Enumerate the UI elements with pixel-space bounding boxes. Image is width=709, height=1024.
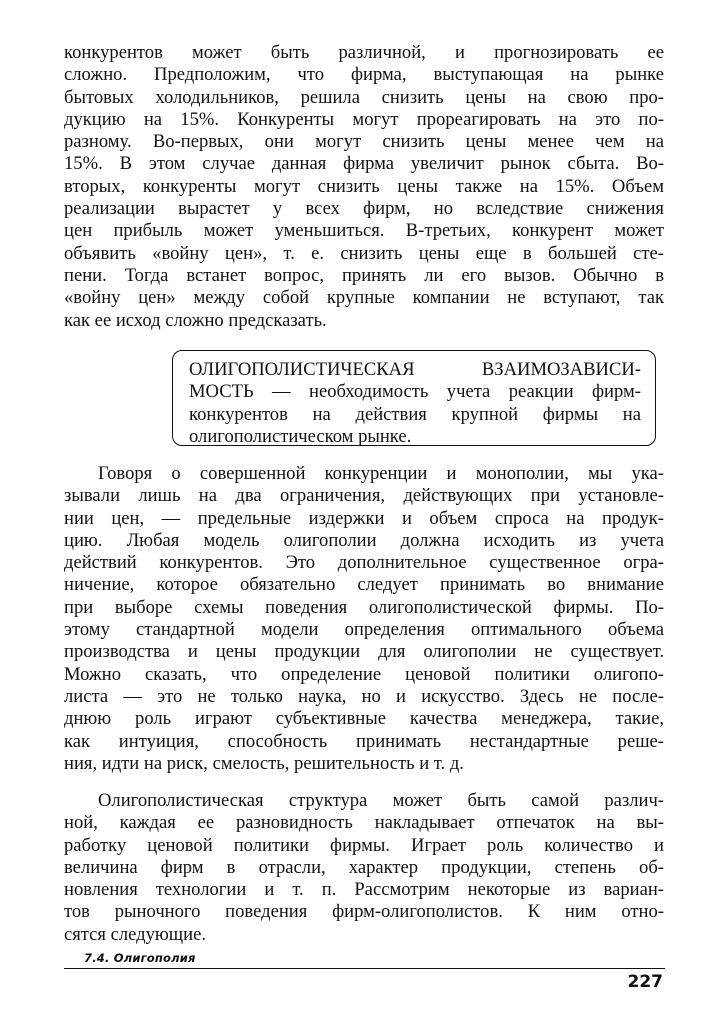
- paragraph-competitor-reactions: [64, 42, 664, 332]
- text-line: пени. Тогда встанет вопрос, принять ли его вызов. Обычно в: [64, 264, 664, 286]
- text-line: днюю роль играют субъективные качества менеджера, такие,: [64, 708, 664, 730]
- text-line: дукцию на 15%. Конкуренты могут прореагировать на это по-: [64, 108, 664, 130]
- footer-divider: [64, 968, 665, 969]
- text-line: Олигополистическая структура может быть самой различ-: [98, 790, 664, 811]
- text-line: цию. Любая модель олигополии должна исходить из учета: [64, 529, 664, 551]
- page-number: 227: [627, 972, 663, 992]
- text-line: производства и цены продукции для олигополии не существует.: [64, 641, 664, 663]
- text-line: 15%. В этом случае данная фирма увеличит рынок сбыта. Во-: [64, 153, 664, 175]
- definition-box-oligopolistic-interdependence: [172, 350, 656, 446]
- text-line: величина фирм в отрасли, характер продукции, степень об-: [64, 856, 664, 878]
- text-line: сложно. Предположим, что фирма, выступающая на рынке: [64, 64, 664, 86]
- text-line: ничение, которое обязательно следует принимать во внимание: [64, 574, 664, 596]
- text-line: бытовых холодильников, решила снизить цены на свою про-: [64, 86, 664, 108]
- text-line: как интуиция, способность принимать нестандартные реше-: [64, 730, 664, 752]
- paragraph-oligopoly-model: [64, 463, 664, 775]
- text-line: тов рыночного поведения фирм-олигополистов. К ним отно-: [64, 901, 664, 923]
- text-line: этому стандартной модели определения оптимального объема: [64, 619, 664, 641]
- text-line: реализации вырастет у всех фирм, но вследствие снижения: [64, 198, 664, 220]
- text-line: при выборе схемы поведения олигополистической фирмы. По-: [64, 596, 664, 618]
- text-line: конкурентов может быть различной, и прогнозировать ее: [64, 42, 664, 63]
- paragraph-oligopoly-structure: [64, 790, 664, 946]
- definition-line: олигополистическом рынке.: [189, 425, 412, 447]
- text-line: работку ценовой политики фирмы. Играет роль количество и: [64, 834, 664, 856]
- text-line: зывали лишь на два ограничения, действующих при установле-: [64, 485, 664, 507]
- definition-line: конкурентов на действия крупной фирмы на: [189, 403, 641, 425]
- text-line: Говоря о совершенной конкуренции и монополии, мы ука-: [98, 463, 664, 484]
- text-line: Можно сказать, что определение ценовой политики олигопо-: [64, 663, 664, 685]
- text-line: новления технологии и т. п. Рассмотрим некоторые из вариан-: [64, 879, 664, 901]
- text-line: разному. Во-первых, они могут снизить цены менее чем на: [64, 131, 664, 153]
- text-line: как ее исход сложно предсказать.: [64, 309, 327, 331]
- text-line: вторых, конкуренты могут снизить цены также на 15%. Объем: [64, 175, 664, 197]
- text-line: нии цен, — предельные издержки и объем спроса на продук-: [64, 507, 664, 529]
- text-line: ной, каждая ее разновидность накладывает отпечаток на вы-: [64, 812, 664, 834]
- text-line: сятся следующие.: [64, 923, 206, 945]
- running-footer-section-title: 7.4. Олигополия: [84, 951, 196, 965]
- text-line: ния, идти на риск, смелость, решительность и т. д.: [64, 752, 464, 774]
- definition-line: МОСТЬ — необходимость учета реакции фирм-: [189, 381, 641, 403]
- text-line: листа — это не только наука, но и искусство. Здесь не после-: [64, 685, 664, 707]
- text-line: объявить «войну цен», т. е. снизить цены еще в большей сте-: [64, 242, 664, 264]
- text-line: действий конкурентов. Это дополнительное существенное огра-: [64, 552, 664, 574]
- text-line: «войну цен» между собой крупные компании не вступают, так: [64, 287, 664, 309]
- text-line: цен прибыль может уменьшиться. В-третьих, конкурент может: [64, 220, 664, 242]
- definition-line: ОЛИГОПОЛИСТИЧЕСКАЯ ВЗАИМОЗАВИСИ-: [189, 359, 641, 380]
